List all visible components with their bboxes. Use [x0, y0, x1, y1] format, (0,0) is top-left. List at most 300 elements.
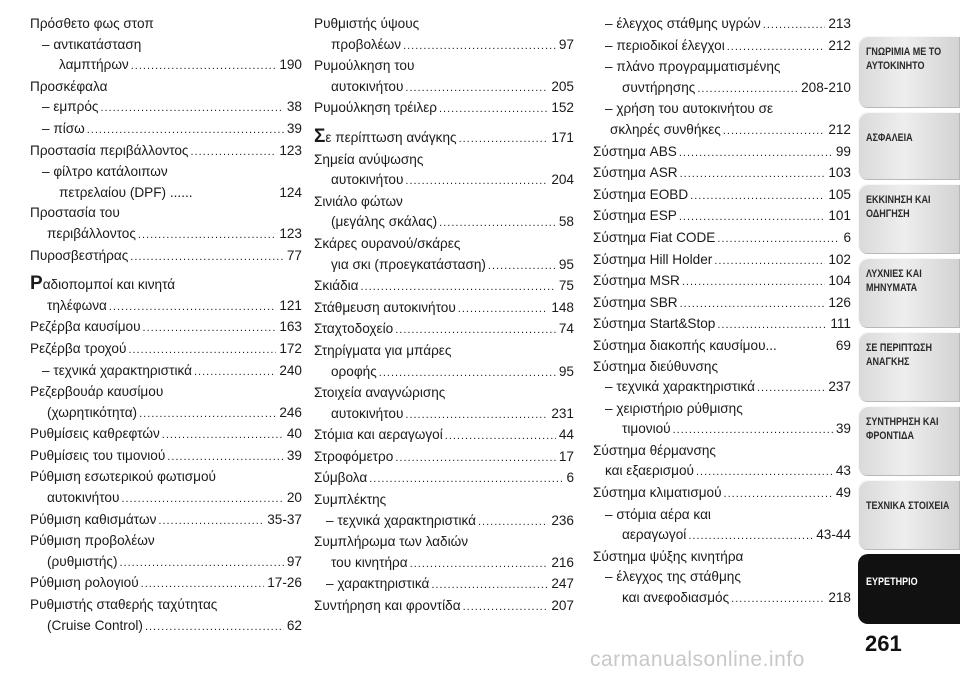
page-ref[interactable]: 17-26 [267, 575, 302, 591]
entry-text: Συμπλέκτης [314, 492, 387, 508]
page-ref[interactable]: 102 [828, 251, 851, 267]
entry-text: συντήρησης [622, 79, 696, 95]
index-entry [314, 192, 574, 213]
index-entry [314, 234, 574, 255]
page-ref[interactable]: 97 [286, 553, 302, 569]
dot-leader [162, 425, 284, 446]
entry-text: Σύστημα διακοπής καυσίμου... [593, 337, 777, 353]
index-entry [30, 488, 302, 510]
dot-leader [763, 15, 826, 36]
entry-text: – τεχνικά χαρακτηριστικά [326, 512, 476, 528]
dot-leader [439, 99, 548, 120]
index-entry [593, 547, 851, 568]
entry-text: Στάθμευση αυτοκινήτου [314, 299, 456, 315]
dot-leader [130, 247, 284, 268]
entry-text: αυτοκινήτου [331, 172, 404, 188]
index-entry [314, 98, 574, 120]
tab-label: ΛΥΧΝΙΕΣ ΚΑΙ [866, 268, 922, 280]
index-entry [30, 77, 302, 98]
index-entry [314, 298, 574, 320]
entry-text: Σύστημα SBR [593, 294, 678, 310]
entry-text: Σύστημα ESP [593, 208, 677, 224]
entry-text: αεραγωγοί [622, 527, 687, 543]
page-ref[interactable]: 43 [835, 463, 851, 479]
entry-text: Ρεζέρβα καυσίμου [30, 319, 141, 335]
dot-leader [121, 489, 283, 510]
index-entry [314, 56, 574, 77]
dot-leader [87, 120, 284, 141]
index-entry [314, 511, 574, 533]
page-ref[interactable]: 190 [279, 57, 302, 73]
dropcap-letter: Ρ [30, 273, 43, 295]
entry-text: Ρυμούλκηση του [314, 58, 415, 74]
page-ref[interactable]: 152 [551, 100, 574, 116]
index-entry [314, 596, 574, 618]
entry-text: – στόμια αέρα και [605, 506, 711, 522]
page-ref[interactable]: 212 [828, 37, 851, 53]
entry-text: αδιοπομποί και κινητά [42, 277, 176, 293]
tab-safety[interactable] [858, 112, 960, 180]
dot-leader [679, 143, 833, 164]
index-entry [30, 97, 302, 119]
entry-text: – χειριστήριο ρύθμισης [605, 400, 743, 416]
entry-text: Προστασία περιβάλλοντος [30, 142, 189, 158]
page-ref[interactable]: 103 [828, 165, 851, 181]
tab-getting-to-know[interactable] [858, 36, 960, 108]
dot-leader [717, 229, 840, 250]
index-entry [314, 212, 574, 234]
page-ref[interactable]: 74 [558, 321, 574, 337]
tab-warning-lights[interactable] [858, 258, 960, 328]
dot-leader [405, 171, 548, 192]
index-entry [593, 483, 851, 505]
index-entry [30, 403, 302, 425]
tab-label: ΟΔΗΓΗΣΗ [866, 207, 910, 220]
entry-text: – φίλτρο κατάλοιπων [42, 164, 168, 180]
index-entry [30, 246, 302, 268]
entry-text: Ρυθμίσεις καθρεφτών [30, 426, 160, 442]
entry-text: του κινητήρα [331, 554, 408, 570]
entry-text: αυτοκινήτου [331, 405, 404, 421]
index-entry [593, 567, 851, 588]
dot-leader [395, 320, 556, 341]
entry-text: Σινιάλο φώτων [314, 193, 403, 209]
index-entry [30, 339, 302, 361]
page-ref[interactable]: 236 [551, 512, 574, 528]
index-entry [30, 162, 302, 183]
dot-leader [405, 405, 548, 426]
page-ref[interactable]: 205 [551, 78, 574, 94]
dot-leader [682, 272, 825, 293]
entry-text: – έλεγχος στάθμης υγρών [605, 16, 761, 31]
index-entry [593, 99, 851, 120]
tab-starting-driving[interactable] [858, 184, 960, 254]
entry-text: – πίσω [42, 120, 85, 136]
entry-text: – περιοδικοί έλεγχοι [605, 37, 725, 53]
index-entry [593, 185, 851, 207]
page-ref[interactable]: 148 [551, 299, 574, 315]
dot-leader [138, 225, 276, 246]
index-entry [593, 142, 851, 164]
page-ref[interactable]: 35-37 [267, 511, 302, 527]
page-ref[interactable]: 123 [279, 225, 302, 241]
dot-leader [141, 574, 265, 595]
index-entry [593, 588, 851, 610]
index-entry [593, 377, 851, 399]
entry-text: – τεχνικά χαρακτηριστικά [605, 379, 755, 395]
index-entry [593, 293, 851, 315]
index-entry [593, 461, 851, 483]
dot-leader [145, 617, 284, 638]
page-ref[interactable]: 247 [551, 576, 574, 592]
entry-text: Σκάρες ουρανού/σκάρες [314, 235, 461, 251]
index-entry [593, 57, 851, 78]
tab-index[interactable] [858, 554, 960, 624]
page-ref[interactable]: 17 [558, 448, 574, 464]
entry-text: για σκι (προεγκατάσταση) [331, 256, 486, 272]
tab-label: ΓΝΩΡΙΜΙΑ ΜΕ ΤΟ [866, 46, 942, 58]
dot-leader [488, 256, 556, 277]
dot-leader [463, 597, 549, 618]
index-entry [593, 314, 851, 336]
watermark: carmanualsonline.info [590, 648, 805, 671]
entry-text: Πρόσθετο φως στοπ [30, 16, 154, 31]
entry-text: (ρυθμιστής) [47, 553, 118, 569]
entry-text: Σύστημα ABS [593, 143, 677, 159]
entry-text: Σύστημα ASR [593, 165, 678, 181]
index-entry [593, 505, 851, 526]
dot-leader [697, 79, 798, 100]
index-entry [314, 14, 574, 35]
entry-text: Ρύθμιση προβολέων [30, 533, 155, 549]
page-ref[interactable]: 43-44 [816, 527, 851, 543]
index-entry [30, 296, 302, 318]
entry-text: Σύστημα διεύθυνσης [593, 358, 718, 374]
dot-leader [727, 37, 826, 58]
page-ref[interactable]: 69 [835, 337, 851, 353]
page-ref[interactable]: 171 [551, 129, 574, 145]
entry-text: Σύστημα MSR [593, 273, 680, 289]
page-ref[interactable]: 207 [551, 598, 574, 614]
page-ref[interactable]: 104 [828, 273, 851, 289]
tab-label: ΣΕ ΠΕΡΙΠΤΩΣΗ [866, 342, 933, 354]
index-entry [30, 224, 302, 246]
dot-leader [379, 363, 556, 384]
page-ref[interactable]: 172 [279, 340, 302, 356]
index-entry [30, 203, 302, 224]
page-ref[interactable]: 121 [279, 297, 302, 313]
dot-leader [128, 340, 276, 361]
page-ref[interactable]: 163 [279, 319, 302, 335]
page-ref[interactable]: 6 [566, 470, 574, 486]
dot-leader [723, 121, 825, 142]
index-entry [314, 468, 574, 490]
dot-leader [194, 362, 276, 383]
page-ref[interactable]: 39 [286, 447, 302, 463]
index-entry [314, 276, 574, 298]
entry-text: Σημεία ανύψωσης [314, 151, 424, 167]
dot-leader [459, 129, 549, 150]
entry-text: Συντήρηση και φροντίδα [314, 598, 461, 614]
index-entry [314, 319, 574, 341]
index-entry [30, 274, 302, 296]
tab-maintenance[interactable] [858, 406, 960, 476]
dot-leader [431, 575, 548, 596]
entry-text: Σύστημα κλιματισμού [593, 485, 722, 501]
entry-text: Ρυθμιστής ύψους [314, 16, 420, 31]
page-ref[interactable]: 95 [558, 256, 574, 272]
index-entry [30, 510, 302, 532]
dot-leader [100, 98, 283, 119]
entry-text: Πυροσβεστήρας [30, 247, 129, 263]
dot-leader [680, 164, 826, 185]
page-ref[interactable]: 49 [835, 485, 851, 501]
entry-text: Συμπλήρωμα των λαδιών [314, 534, 469, 550]
page-ref[interactable]: 123 [279, 142, 302, 158]
dot-leader [131, 56, 277, 77]
dot-leader [445, 426, 556, 447]
dot-leader [679, 207, 825, 228]
dot-leader [757, 378, 825, 399]
entry-text: Στοιχεία αναγνώρισης [314, 385, 446, 401]
index-entry [30, 424, 302, 446]
tab-label: ΑΝΑΓΚΗΣ [866, 355, 910, 368]
index-entry [30, 35, 302, 56]
index-column-2 [314, 14, 574, 618]
index-entry [30, 552, 302, 574]
dot-leader [696, 462, 833, 483]
index-entry [314, 341, 574, 362]
entry-text: Ρυθμίσεις του τιμονιού [30, 447, 166, 463]
entry-text: Σκιάδια [314, 278, 359, 294]
index-column-3 [593, 14, 851, 610]
entry-text: – αντικατάσταση [42, 36, 142, 52]
page-ref[interactable]: 99 [835, 143, 851, 159]
index-entry [30, 531, 302, 552]
index-entry [30, 361, 302, 383]
entry-text: (μεγάλης σκάλας) [331, 214, 438, 230]
dot-leader [361, 277, 556, 298]
entry-text: και εξαερισμού [605, 463, 694, 479]
index-entry [314, 574, 574, 596]
entry-text: Ρεζερβουάρ καυσίμου [30, 384, 164, 400]
index-entry [593, 36, 851, 58]
entry-text: Στροφόμετρο [314, 448, 394, 464]
entry-text: τηλέφωνα [47, 297, 107, 313]
index-entry [314, 425, 574, 447]
index-entry [30, 119, 302, 141]
entry-text: οροφής [331, 363, 377, 379]
page-ref[interactable]: 126 [828, 294, 851, 310]
page-ref[interactable]: 77 [286, 247, 302, 263]
index-entry [593, 441, 851, 462]
entry-text: Σύστημα Fiat CODE [593, 229, 716, 245]
index-entry [593, 419, 851, 441]
entry-text: – χαρακτηριστικά [326, 576, 430, 592]
index-entry [30, 317, 302, 339]
index-entry [593, 120, 851, 142]
entry-text: λαμπτήρων [59, 57, 129, 73]
index-entry [314, 532, 574, 553]
dot-leader [439, 213, 556, 234]
index-entry [30, 14, 302, 35]
index-entry [30, 573, 302, 595]
dot-leader [143, 318, 277, 339]
entry-text: – εμπρός [42, 99, 99, 115]
index-entry [314, 490, 574, 511]
entry-text: και ανεφοδιασμός [622, 590, 730, 606]
tab-technical-data[interactable] [858, 480, 960, 550]
page-ref[interactable]: 40 [286, 426, 302, 442]
page-ref[interactable]: 58 [558, 214, 574, 230]
index-entry [30, 382, 302, 403]
page-ref[interactable]: 62 [286, 617, 302, 633]
entry-text: Στηρίγματα για μπάρες [314, 342, 452, 358]
index-entry [593, 206, 851, 228]
entry-text: (Cruise Control) [47, 617, 143, 633]
index-entry [593, 163, 851, 185]
entry-text: Στόμια και αεραγωγοί [314, 427, 443, 443]
page-ref[interactable]: 20 [286, 490, 302, 506]
page-ref[interactable]: 75 [558, 278, 574, 294]
dot-leader [139, 404, 276, 425]
index-entry [593, 399, 851, 420]
tab-label: ΣΥΝΤΗΡΗΣΗ ΚΑΙ [866, 416, 939, 428]
page-ref[interactable]: 6 [843, 229, 851, 245]
tab-label: ΕΚΚΙΝΗΣΗ ΚΑΙ [866, 194, 931, 206]
entry-text: Ρύθμιση ρολογιού [30, 575, 139, 591]
index-entry [314, 383, 574, 404]
entry-text: Σύστημα Hill Holder [593, 251, 713, 267]
dot-leader [714, 251, 825, 272]
index-entry [314, 77, 574, 99]
entry-text: – χρήση του αυτοκινήτου σε [605, 101, 774, 117]
page-ref[interactable]: 213 [828, 16, 851, 31]
page-ref[interactable]: 111 [830, 316, 851, 332]
index-entry [30, 595, 302, 616]
index-entry [593, 14, 851, 36]
dot-leader [458, 299, 549, 320]
entry-text: σκληρές συνθήκες [610, 121, 721, 137]
index-entry [314, 404, 574, 426]
index-entry [314, 170, 574, 192]
index-entry [30, 616, 302, 638]
index-entry [593, 357, 851, 378]
page-ref[interactable]: 39 [835, 421, 851, 437]
entry-text: Ρυθμιστής σταθερής ταχύτητας [30, 597, 218, 613]
page-ref[interactable]: 212 [828, 121, 851, 137]
dot-leader [690, 186, 825, 207]
entry-text: αυτοκινήτου [331, 78, 404, 94]
page-ref[interactable]: 208-210 [801, 79, 851, 95]
page-ref[interactable]: 105 [828, 186, 851, 202]
entry-text: – τεχνικά χαρακτηριστικά [42, 362, 192, 378]
dot-leader [717, 315, 827, 336]
tab-label: ΕΥΡΕΤΗΡΙΟ [866, 576, 918, 588]
entry-text: Προστασία του [30, 205, 120, 221]
page-ref[interactable]: 38 [286, 99, 302, 115]
page-ref[interactable]: 216 [551, 554, 574, 570]
dot-leader [688, 526, 813, 547]
index-entry [593, 78, 851, 100]
entry-text: Ρεζέρβα τροχού [30, 340, 127, 356]
dot-leader [191, 142, 277, 163]
page-number: 261 [865, 631, 902, 656]
page-ref[interactable]: 95 [558, 363, 574, 379]
dot-leader [403, 36, 556, 57]
dot-leader [673, 420, 833, 441]
dot-leader [405, 78, 548, 99]
tab-label: ΦΡΟΝΤΙΔΑ [866, 429, 914, 442]
entry-text: ε περίπτωση ανάγκης [325, 129, 457, 145]
page-ref[interactable]: 44 [558, 427, 574, 443]
index-entry [30, 446, 302, 468]
entry-text: Σύστημα Start&Stop [593, 316, 716, 332]
page-ref[interactable]: 218 [828, 590, 851, 606]
page-ref[interactable]: 231 [551, 405, 574, 421]
index-entry [314, 447, 574, 469]
entry-text: Ρύθμιση εσωτερικού φωτισμού [30, 469, 216, 485]
entry-text: Ρυμούλκηση τρέιλερ [314, 100, 437, 116]
index-entry [314, 127, 574, 150]
page-ref[interactable]: 204 [551, 172, 574, 188]
dot-leader [680, 294, 826, 315]
index-entry [593, 525, 851, 547]
tab-label: ΜΗΝΥΜΑΤΑ [866, 281, 918, 294]
page-ref[interactable]: 39 [286, 120, 302, 136]
index-entry [593, 271, 851, 293]
entry-text: Σταχτοδοχείο [314, 321, 394, 337]
entry-text: Σύμβολα [314, 470, 368, 486]
entry-text: – πλάνο προγραμματισμένης [605, 59, 781, 75]
entry-text: (χωρητικότητα) [47, 404, 138, 420]
entry-text: προβολέων [331, 36, 402, 52]
dot-leader [120, 553, 284, 574]
dot-leader [410, 554, 549, 575]
index-entry [30, 141, 302, 163]
dropcap-letter: Σ [314, 125, 326, 147]
page-ref[interactable]: 124 [279, 184, 302, 200]
dot-leader [369, 469, 563, 490]
dot-leader [167, 447, 284, 468]
tab-emergency[interactable] [858, 332, 960, 402]
index-entry [593, 336, 851, 357]
dot-leader [158, 511, 264, 532]
entry-text: πετρελαίου (DPF) ...... [59, 184, 193, 200]
page-ref[interactable]: 240 [279, 362, 302, 378]
page-ref[interactable]: 97 [558, 36, 574, 52]
index-entry [30, 183, 302, 204]
entry-text: περιβάλλοντος [47, 225, 136, 241]
entry-text: Ρύθμιση καθισμάτων [30, 511, 157, 527]
entry-text: – έλεγχος της στάθμης [605, 569, 741, 585]
page-ref[interactable]: 237 [828, 379, 851, 395]
page-ref[interactable]: 101 [828, 208, 851, 224]
index-entry [314, 553, 574, 575]
tab-label: ΑΥΤΟΚΙΝΗΤΟ [866, 59, 925, 72]
page-ref[interactable]: 246 [279, 404, 302, 420]
entry-text: αυτοκινήτου [47, 490, 120, 506]
index-entry [314, 362, 574, 384]
entry-text: Προσκέφαλα [30, 78, 108, 94]
index-entry [30, 55, 302, 77]
index-entry [314, 150, 574, 171]
entry-text: Σύστημα EOBD [593, 186, 689, 202]
dot-leader [109, 297, 276, 318]
entry-text: Σύστημα ψύξης κινητήρα [593, 548, 744, 564]
tab-label: ΤΕΧΝΙΚΑ ΣΤΟΙΧΕΙΑ [866, 500, 950, 512]
tab-label: ΑΣΦΑΛΕΙΑ [866, 132, 913, 144]
